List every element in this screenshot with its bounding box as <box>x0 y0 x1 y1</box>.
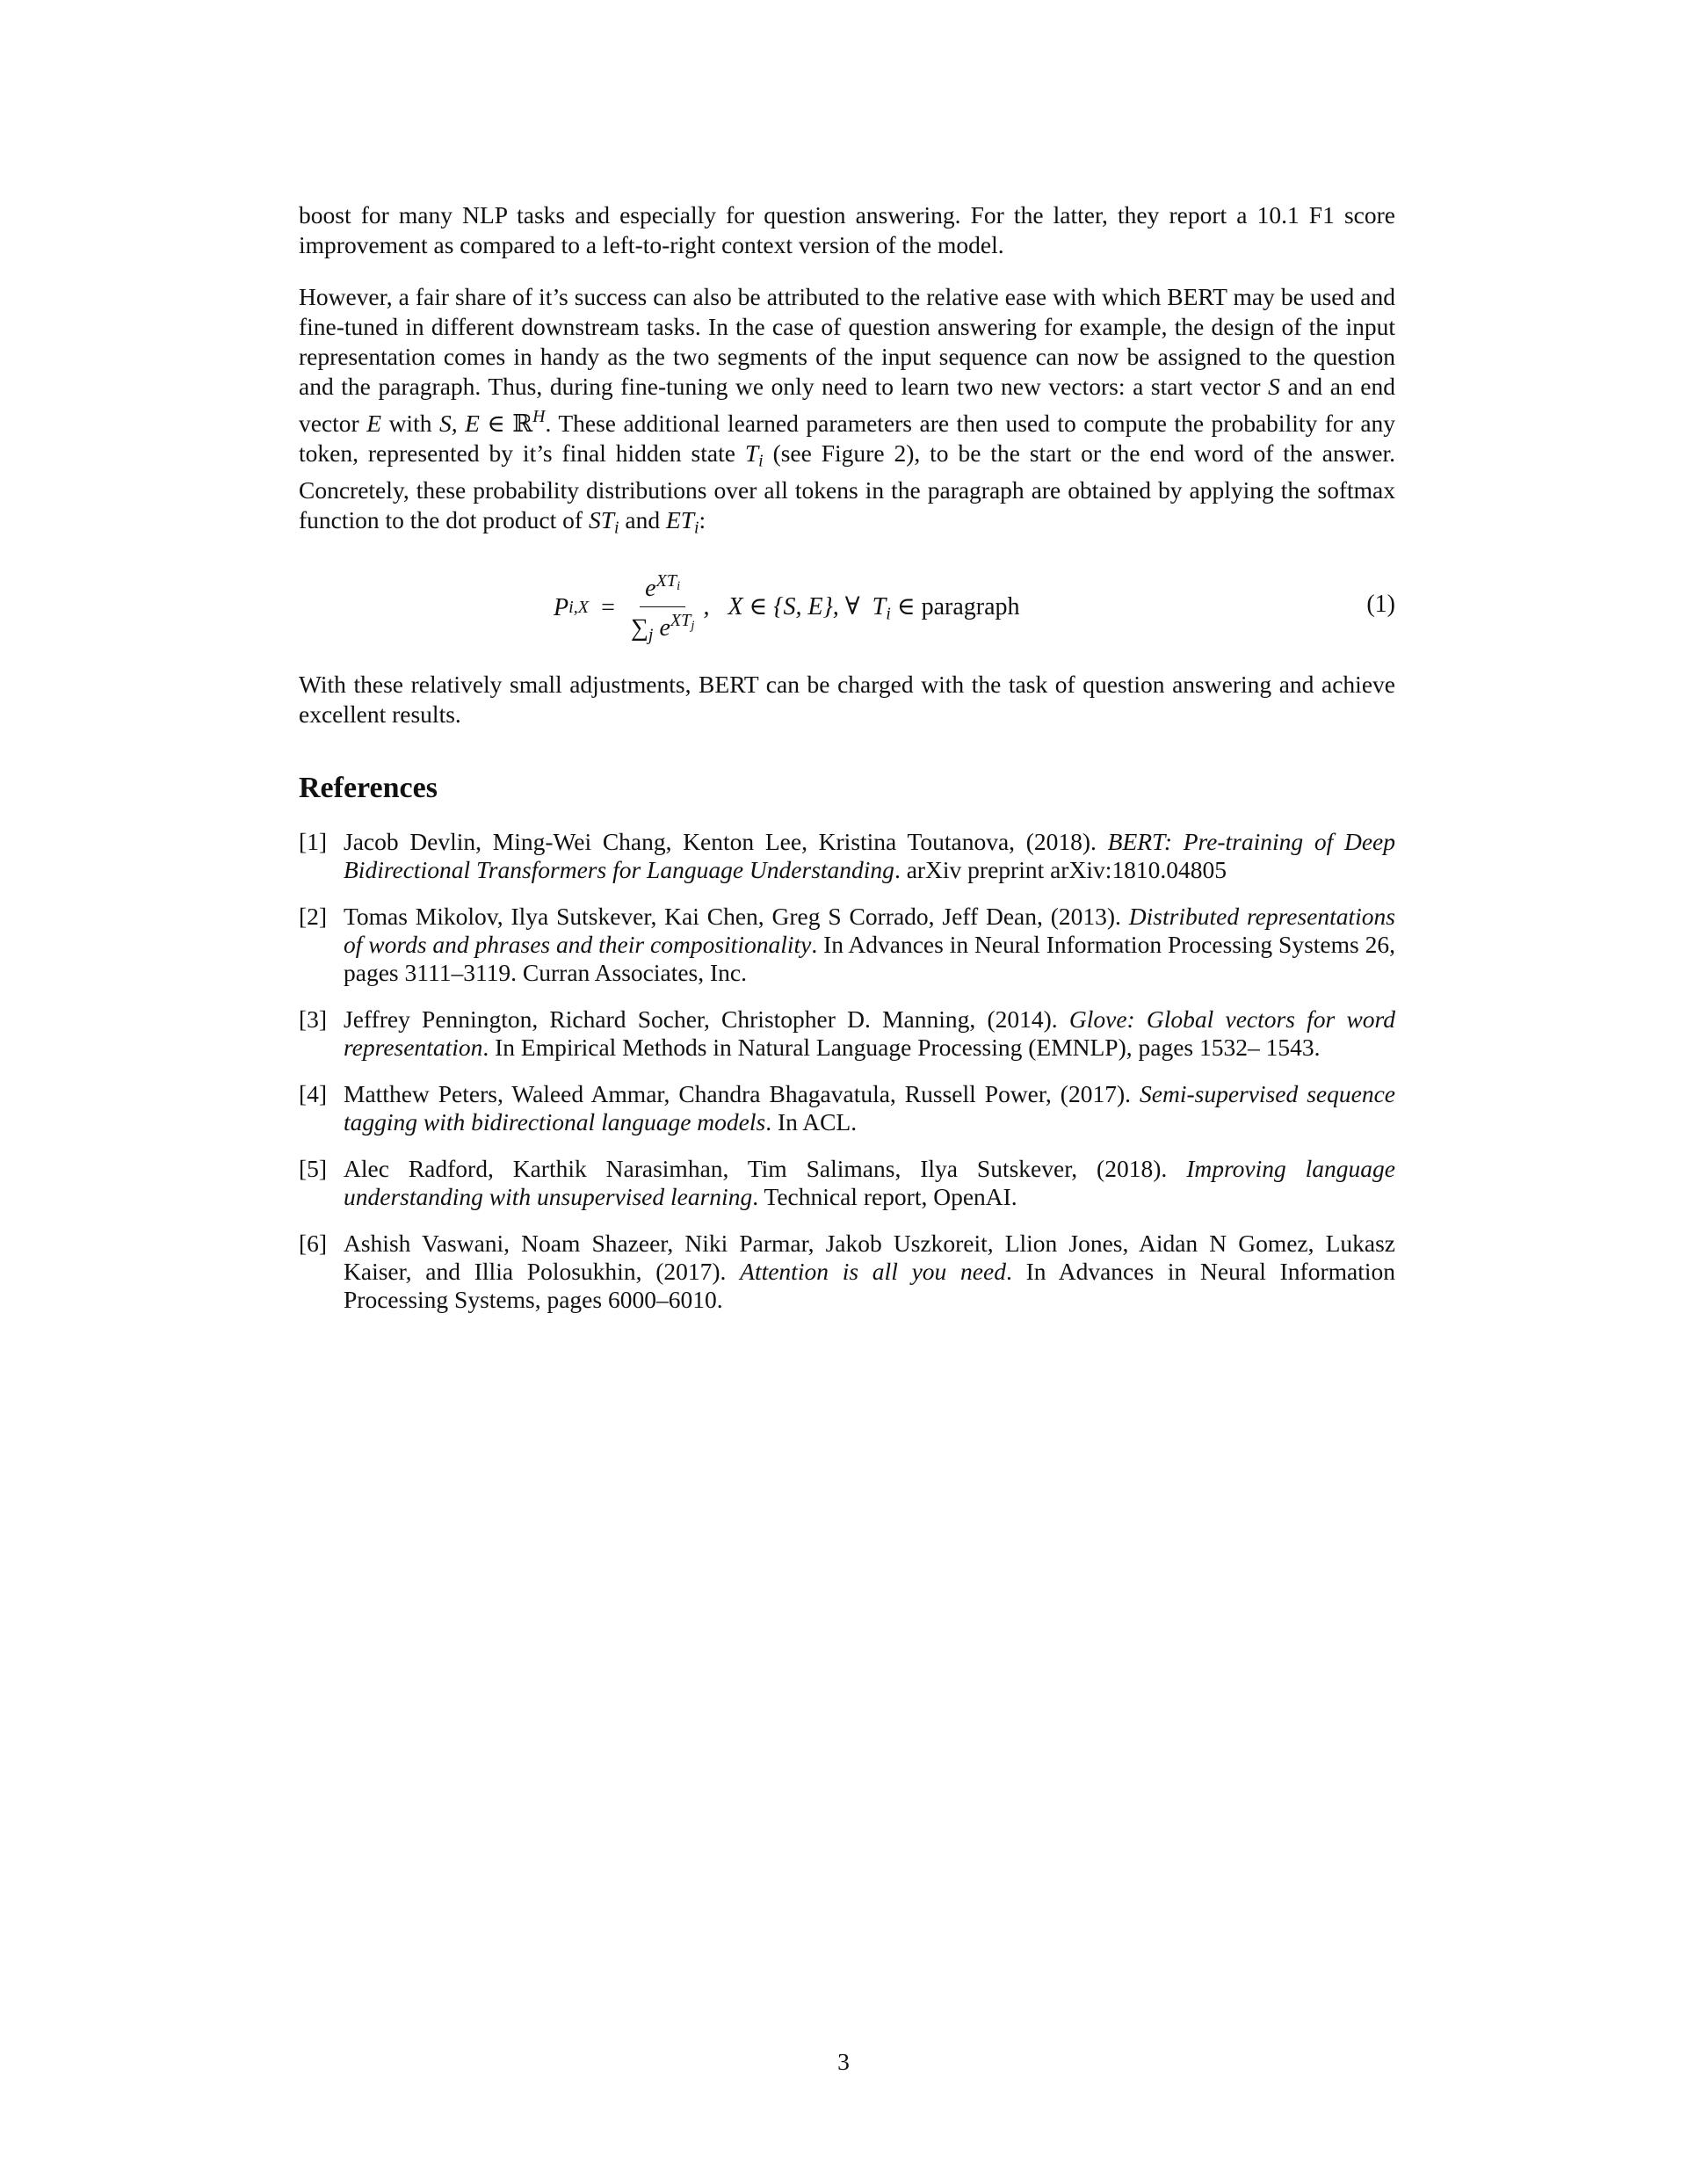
reference-title: Attention is all you need <box>740 1257 1006 1285</box>
reference-authors: Alec Radford, Karthik Narasimhan, Tim Salimans, Ilya Sutskever, (2018). <box>344 1154 1187 1182</box>
reference-label: [5] <box>299 1154 328 1182</box>
references-list <box>299 828 1395 1314</box>
reference-authors: Jeffrey Pennington, Richard Socher, Christopher D. Manning, (2014). <box>344 1005 1069 1033</box>
reference-item <box>299 828 1395 884</box>
paragraph-intro: boost for many NLP tasks and especially for question answering. For the latter, they report a 10.1 F1 score improvement as compared to a left-to-right context version of the model. <box>299 201 1395 258</box>
reference-title: BERT: Pre-training of Deep Bidirectional Transformers for Language Understanding <box>344 827 1395 883</box>
equation-fraction <box>631 571 695 646</box>
reference-venue: . In ACL. <box>765 1107 858 1136</box>
reference-venue: . arXiv preprint arXiv:1810.04805 <box>894 855 1227 883</box>
math-hidden-size: H <box>532 407 546 426</box>
equation-num-e: e <box>645 574 656 602</box>
equation-condition-sub: i <box>886 604 891 624</box>
paragraph-finetuning <box>299 282 1395 543</box>
equation-number: (1) <box>1366 590 1395 618</box>
math-st: ST <box>588 506 614 534</box>
equation-condition <box>703 591 1019 625</box>
reference-authors: Jacob Devlin, Ming-Wei Chang, Kenton Lee, Kristina Toutanova, (2018). <box>344 827 1108 855</box>
reference-title: Semi-supervised sequence tagging with bidirectional language models <box>344 1079 1395 1136</box>
reference-item <box>299 1005 1395 1062</box>
paragraph-finetuning-text-3: with <box>388 409 432 437</box>
math-et-index: i <box>694 518 699 538</box>
paragraph-finetuning-text-1: However, a fair share of it’s success can also be attributed to the relative ease with which BERT may be used and fine-tuned in different downstream tasks. In the case of question answering for example, the design of the input representation comes in handy as the two segments of the input sequence can now be assigned to the question and the paragraph. Thus, during fine-tuning we only need to learn two new vectors: a start vector <box>299 283 1395 400</box>
math-et: ET <box>665 506 695 534</box>
reference-venue: . In Empirical Methods in Natural Language Processing (EMNLP), pages 1532– 1543. <box>482 1033 1321 1061</box>
reference-venue: . In Advances in Neural Information Processing Systems 26, pages 3111–3119. Curran Associates, Inc. <box>344 930 1395 986</box>
reference-body <box>344 1155 1395 1211</box>
reference-body <box>344 1080 1395 1136</box>
paragraph-finetuning-text-2: and an end vector <box>299 373 1396 437</box>
equation-den-e: e <box>659 613 670 642</box>
reference-item <box>299 1080 1395 1136</box>
math-start-vector: S <box>1268 373 1280 400</box>
equation-sum-index: j <box>648 625 654 645</box>
equation-equals: = <box>601 593 615 621</box>
paragraph-finetuning-text-4: . These additional learned parameters are then used to compute the probability for any token, represented by it’s final hidden state <box>299 409 1396 467</box>
equation-num-exp-sub: i <box>677 578 681 593</box>
paragraph-finetuning-text-7: : <box>699 506 706 534</box>
reference-label: [2] <box>299 902 328 930</box>
references-heading: References <box>299 771 438 804</box>
equation-lhs: P <box>554 593 569 621</box>
reference-venue: . Technical report, OpenAI. <box>752 1182 1017 1210</box>
reference-label: [4] <box>299 1079 328 1107</box>
reference-authors: Ashish Vaswani, Noam Shazeer, Niki Parmar, Jakob Uszkoreit, Llion Jones, Aidan N Gomez, Lukasz Kaiser, and Illia Polosukhin, (2017). <box>344 1229 1395 1285</box>
reference-label: [6] <box>299 1229 328 1257</box>
equation-body <box>554 564 1020 652</box>
equation-lhs-sub: i,X <box>568 598 590 618</box>
reference-body <box>344 903 1395 987</box>
reference-authors: Tomas Mikolov, Ilya Sutskever, Kai Chen, Greg S Corrado, Jeff Dean, (2013). <box>344 902 1129 930</box>
equation-den-exp-sub: j <box>691 618 695 633</box>
equation-denominator <box>631 607 695 646</box>
equation-den-exp <box>670 610 695 633</box>
math-se: S, E <box>438 409 480 437</box>
equation-condition-text: , X ∈ {S, E}, ∀ T <box>703 593 887 621</box>
math-hidden-state-index: i <box>758 451 764 471</box>
math-hidden-state: T <box>744 439 759 467</box>
reference-body <box>344 1005 1395 1062</box>
math-end-vector: E <box>366 409 382 437</box>
reference-label: [1] <box>299 827 328 855</box>
reference-authors: Matthew Peters, Waleed Ammar, Chandra Bhagavatula, Russell Power, (2017). <box>344 1079 1140 1107</box>
reference-title: Glove: Global vectors for word representation <box>344 1005 1395 1061</box>
reference-item <box>299 903 1395 987</box>
equation-softmax <box>299 564 1395 652</box>
equation-sum-symbol: ∑ <box>630 613 648 642</box>
reference-label: [3] <box>299 1005 328 1033</box>
reference-body <box>344 1230 1395 1314</box>
math-in-reals: ∈ ℝ <box>487 409 533 437</box>
equation-numerator <box>640 571 685 607</box>
equation-num-exp <box>656 571 681 591</box>
reference-title: Distributed representations of words and phrases and their compositionality <box>344 902 1395 958</box>
math-st-index: i <box>613 518 619 538</box>
reference-item <box>299 1155 1395 1211</box>
reference-title: Improving language understanding with unsupervised learning <box>344 1154 1395 1210</box>
equation-condition-tail: ∈ paragraph <box>896 593 1020 621</box>
equation-den-exp-base: XT <box>670 610 691 630</box>
reference-venue: . In Advances in Neural Information Processing Systems, pages 6000–6010. <box>344 1257 1395 1313</box>
equation-num-exp-base: XT <box>655 570 677 591</box>
reference-body <box>344 828 1395 884</box>
paragraph-finetuning-text-6: and <box>625 506 661 534</box>
page-number: 3 <box>837 2048 850 2075</box>
paragraph-finetuning-text-5: (see Figure 2), to be the start or the end word of the answer. Concretely, these probability distributions over all tokens in the paragraph are obtained by applying the softmax function to the dot product of <box>299 439 1396 534</box>
reference-item <box>299 1230 1395 1314</box>
paragraph-conclusion: With these relatively small adjustments, BERT can be charged with the task of question answering and achieve excellent results. <box>299 670 1395 728</box>
page-content <box>299 200 1395 1332</box>
